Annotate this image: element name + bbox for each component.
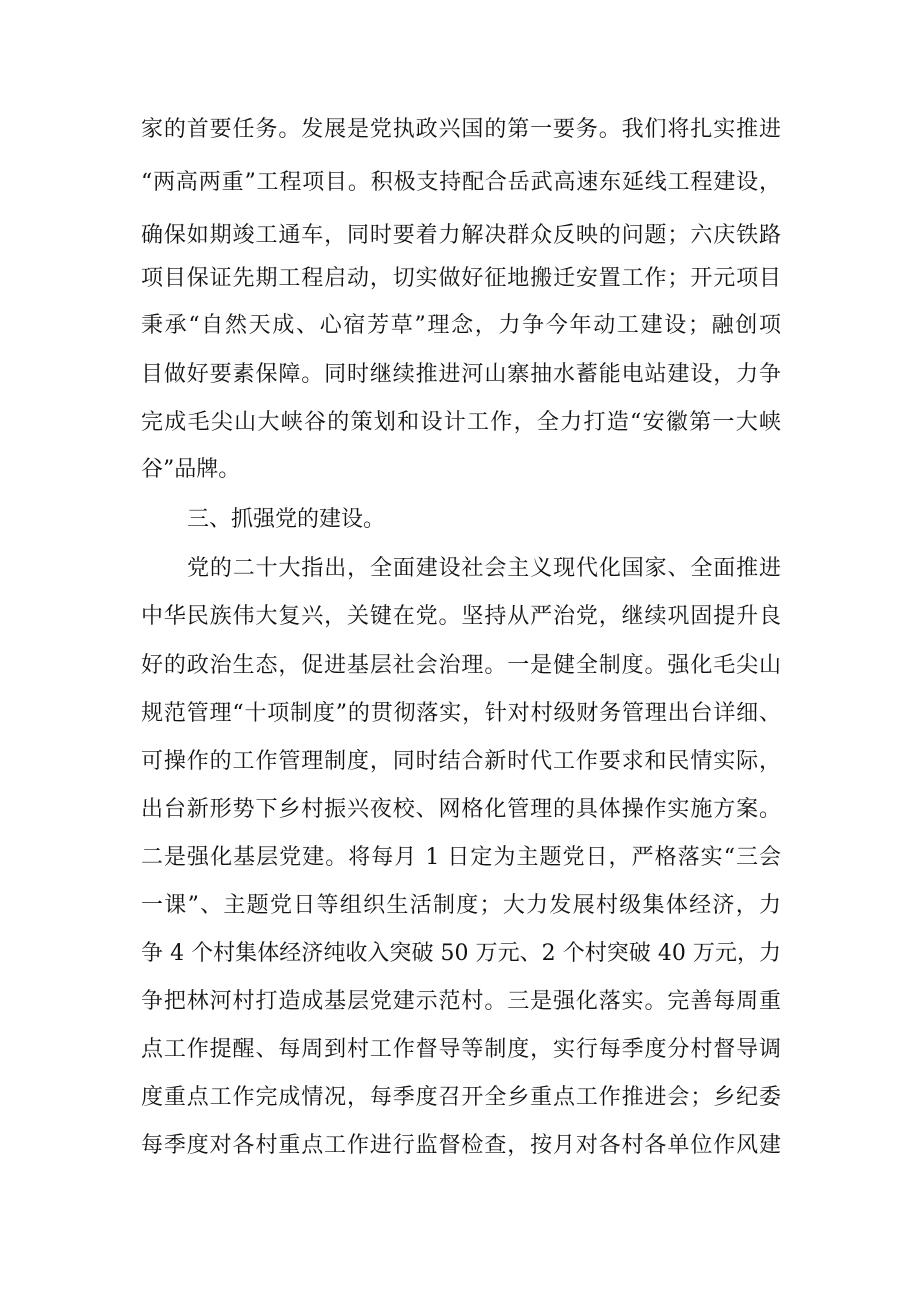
text-line: 点工作提醒、每周到村工作督导等制度，实行每季度分村督导调 [141,1037,781,1062]
text-line: 规范管理“十项制度”的贯彻落实，针对村级财务管理出台详细、 [141,701,781,726]
text-line: 出台新形势下乡村振兴夜校、网格化管理的具体操作实施方案。 [141,797,781,822]
section-heading: 三、抓强党的建设。 [187,507,386,532]
text-line: 度重点工作完成情况，每季度召开全乡重点工作推进会；乡纪委 [141,1085,781,1110]
text-line: 一课”、主题党日等组织生活制度；大力发展村级集体经济，力 [141,893,781,918]
text-line: 党的二十大指出，全面建设社会主义现代化国家、全面推进 [187,556,781,581]
text-line: 中华民族伟大复兴，关键在党。坚持从严治党，继续巩固提升良 [141,604,781,629]
text-line: 好的政治生态，促进基层社会治理。一是健全制度。强化毛尖山 [141,653,781,678]
text-line: 家的首要任务。发展是党执政兴国的第一要务。我们将扎实推进 [141,117,781,142]
text-line: 争把林河村打造成基层党建示范村。三是强化落实。完善每周重 [141,989,781,1014]
text-line: 争 4 个村集体经济纯收入突破 50 万元、2 个村突破 40 万元，力 [141,941,781,966]
text-line: 谷”品牌。 [141,457,241,482]
text-line: 每季度对各村重点工作进行监督检查，按月对各村各单位作风建 [141,1133,781,1158]
text-line: 秉承“自然天成、心宿芳草”理念，力争今年动工建设；融创项 [141,313,781,338]
text-line: 二是强化基层党建。将每月 1 日定为主题党日，严格落实“三会 [141,845,781,870]
text-line: “两高两重”工程项目。积极支持配合岳武高速东延线工程建设， [141,170,781,195]
text-line: 目做好要素保障。同时继续推进河山寨抽水蓄能电站建设，力争 [141,362,781,387]
text-line: 可操作的工作管理制度，同时结合新时代工作要求和民情实际， [141,749,781,774]
text-line: 完成毛尖山大峡谷的策划和设计工作，全力打造“安徽第一大峡 [141,410,781,435]
text-line: 确保如期竣工通车，同时要着力解决群众反映的问题；六庆铁路 [141,223,781,248]
text-line: 项目保证先期工程启动，切实做好征地搬迁安置工作；开元项目 [141,266,781,291]
